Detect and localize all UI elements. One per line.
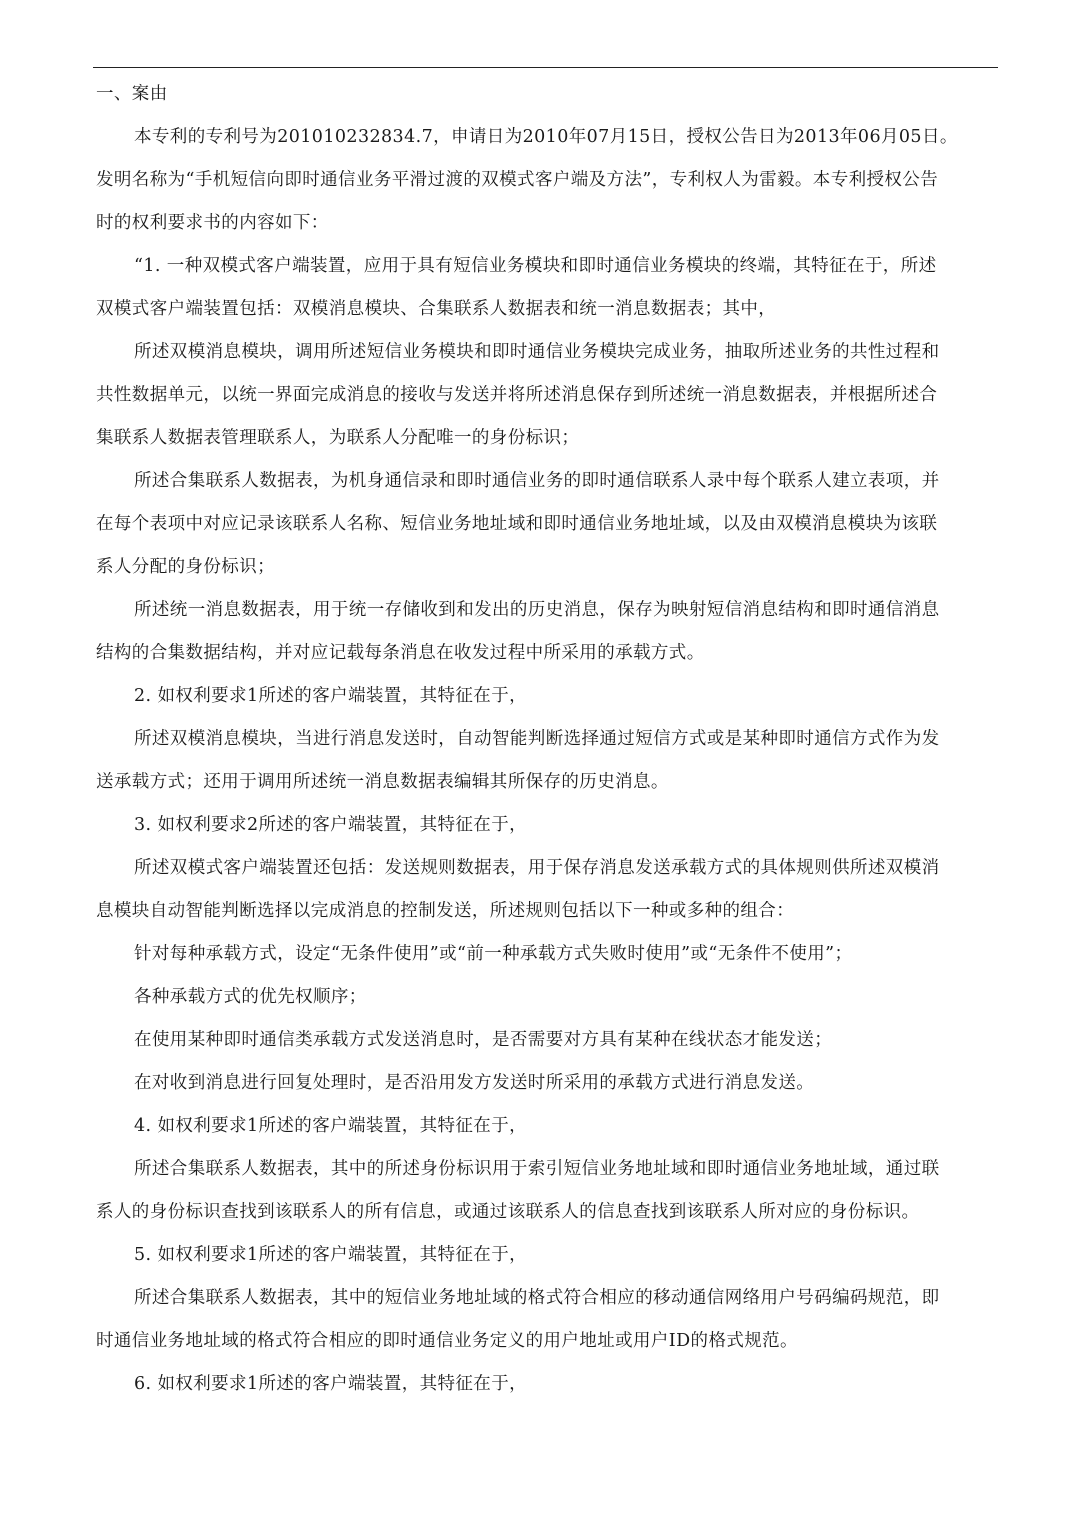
text-line: 在使用某种即时通信类承载方式发送消息时，是否需要对方具有某种在线状态才能发送； (134, 1030, 833, 1050)
document-body (96, 73, 998, 1406)
text-line: 5. 如权利要求1所述的客户端装置，其特征在于， (134, 1245, 527, 1265)
text-line: 4. 如权利要求1所述的客户端装置，其特征在于， (134, 1116, 527, 1136)
text-line: 所述双模消息模块，当进行消息发送时，自动智能判断选择通过短信方式或是某种即时通信方式作为发 (134, 729, 940, 749)
text-line: 共性数据单元，以统一界面完成消息的接收与发送并将所述消息保存到所述统一消息数据表，并根据所述合 (96, 385, 938, 405)
text-line: 集联系人数据表管理联系人，为联系人分配唯一的身份标识； (96, 428, 580, 448)
text-line: 双模式客户端装置包括：双模消息模块、合集联系人数据表和统一消息数据表；其中， (96, 299, 777, 319)
text-line: 2. 如权利要求1所述的客户端装置，其特征在于， (134, 686, 527, 706)
text-line: 本专利的专利号为201010232834.7，申请日为2010年07月15日，授权公告日为2013年06月05日。 (134, 127, 958, 147)
text-line: 所述合集联系人数据表，其中的短信业务地址域的格式符合相应的移动通信网络用户号码编码规范，即 (134, 1288, 940, 1308)
text-line: 在对收到消息进行回复处理时，是否沿用发方发送时所采用的承载方式进行消息发送。 (134, 1073, 815, 1093)
text-line: 所述双模消息模块，调用所述短信业务模块和即时通信业务模块完成业务，抽取所述业务的共性过程和 (134, 342, 940, 362)
text-line: 所述双模式客户端装置还包括：发送规则数据表，用于保存消息发送承载方式的具体规则供所述双模消 (134, 858, 940, 878)
text-line: 所述合集联系人数据表，为机身通信录和即时通信业务的即时通信联系人录中每个联系人建立表项，并 (134, 471, 940, 491)
text-line: 系人的身份标识查找到该联系人的所有信息，或通过该联系人的信息查找到该联系人所对应的身份标识。 (96, 1202, 920, 1222)
text-line: 系人分配的身份标识； (96, 557, 275, 577)
text-line: 在每个表项中对应记录该联系人名称、短信业务地址域和即时通信业务地址域，以及由双模消息模块为该联 (96, 514, 938, 534)
text-line: 3. 如权利要求2所述的客户端装置，其特征在于， (134, 815, 527, 835)
text-line: 发明名称为“手机短信向即时通信业务平滑过渡的双模式客户端及方法”，专利权人为雷毅。本专利授权公告 (96, 170, 939, 190)
text-line: “1. 一种双模式客户端装置，应用于具有短信业务模块和即时通信业务模块的终端，其特征在于，所述 (134, 256, 937, 276)
text-line: 结构的合集数据结构，并对应记载每条消息在收发过程中所采用的承载方式。 (96, 643, 705, 663)
section-heading: 一、案由 (96, 84, 168, 104)
text-line: 送承载方式；还用于调用所述统一消息数据表编辑其所保存的历史消息。 (96, 772, 669, 792)
text-line: 时的权利要求书的内容如下： (96, 213, 329, 233)
text-line: 息模块自动智能判断选择以完成消息的控制发送，所述规则包括以下一种或多种的组合： (96, 901, 795, 921)
text-line: 时通信业务地址域的格式符合相应的即时通信业务定义的用户地址或用户ID的格式规范。 (96, 1331, 798, 1351)
text-line: 所述统一消息数据表，用于统一存储收到和发出的历史消息，保存为映射短信消息结构和即时通信消息 (134, 600, 940, 620)
header-rule (93, 67, 998, 68)
text-line: 所述合集联系人数据表，其中的所述身份标识用于索引短信业务地址域和即时通信业务地址域，通过联 (134, 1159, 940, 1179)
text-line: 针对每种承载方式，设定“无条件使用”或“前一种承载方式失败时使用”或“无条件不使用”； (134, 944, 853, 964)
text-line: 各种承载方式的优先权顺序； (134, 987, 367, 1007)
text-line: 6. 如权利要求1所述的客户端装置，其特征在于， (134, 1374, 527, 1394)
